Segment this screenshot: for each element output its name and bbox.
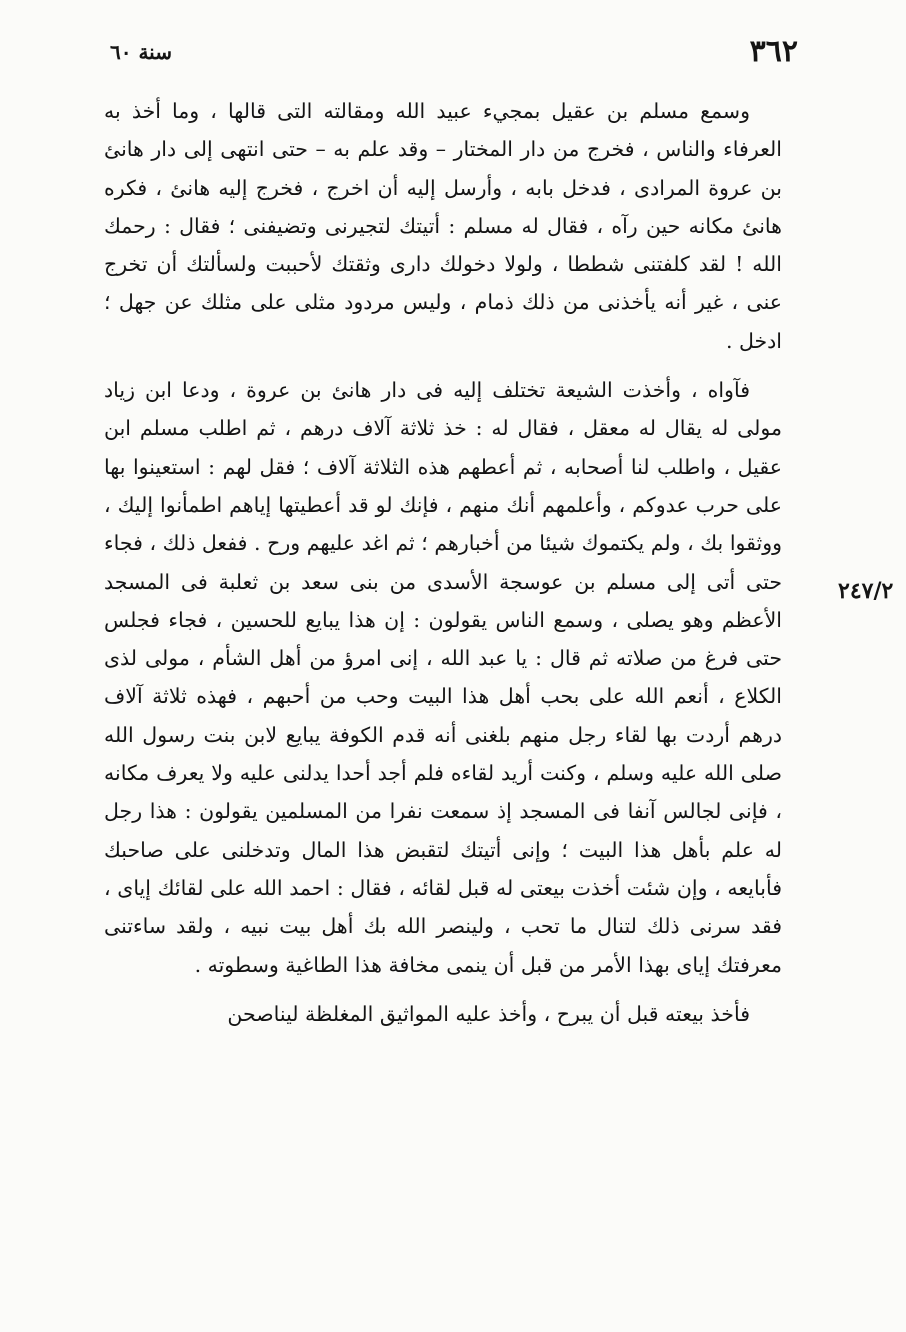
body-text [104, 92, 782, 1033]
running-head-year: سنة ٦٠ [110, 40, 172, 64]
paragraph: وسمع مسلم بن عقيل بمجيء عبيد الله ومقالته التى قالها ، وما أخذ به العرفاء والناس ، فخرج من دار المختار – وقد علم به – حتى انتهى إلى دار هانئ بن عروة المرادى ، فدخل بابه ، وأرسل إليه أن اخرج ، فخرج إليه هانئ ، فكره هانئ مكانه حين رآه ، فقال له مسلم : أتيتك لتجيرنى وتضيفنى ؛ فقال : رحمك الله ! لقد كلفتنى شططا ، ولولا دخولك دارى وثقتك لأحببت ولسألتك أن تخرج عنى ، غير أنه يأخذنى من ذلك ذمام ، وليس مردود مثلى على مثلك عن جهل ؛ ادخل . [104, 99, 782, 353]
paragraph: فأخذ بيعته قبل أن يبرح ، وأخذ عليه المواثيق المغلظة ليناصحن [227, 1001, 750, 1026]
margin-reference: ٢٤٧/٢ [838, 578, 894, 604]
page-number: ٣٦٢ [749, 34, 798, 69]
paragraph: فآواه ، وأخذت الشيعة تختلف إليه فى دار هانئ بن عروة ، ودعا ابن زياد مولى له يقال له معقل ، فقال له : خذ ثلاثة آلاف درهم ، ثم اطلب مسلم ابن عقيل ، واطلب لنا أصحابه ، ثم أعطهم هذه الثلاثة آلاف ؛ فقل لهم : استعينوا بها على حرب عدوكم ، وأعلمهم أنك منهم ، فإنك لو قد أعطيتها إياهم اطمأنوا إليك ، ووثقوا بك ، ولم يكتموك شيئا من أخبارهم ؛ ثم اغد عليهم ورح . ففعل ذلك ، فجاء حتى أتى إلى مسلم بن عوسجة الأسدى من بنى سعد بن ثعلبة فى المسجد الأعظم وهو يصلى ، وسمع الناس يقولون : إن هذا يبايع للحسين ، فجاء فجلس حتى فرغ من صلاته ثم قال : يا عبد الله ، إنى امرؤ من أهل الشأم ، مولى لذى الكلاع ، أنعم الله على بحب أهل هذا البيت وحب من أحبهم ، فهذه ثلاثة آلاف درهم أردت بها لقاء رجل منهم بلغنى أنه قدم الكوفة يبايع لابن بنت رسول الله صلى الله عليه وسلم ، وكنت أريد لقاءه فلم أجد أحدا يدلنى عليه ولا يعرف مكانه ، فإنى لجالس آنفا فى المسجد إذ سمعت نفرا من المسلمين يقولون : هذا رجل له علم بأهل هذا البيت ؛ وإنى أتيتك لتقبض هذا المال وتدخلنى على صاحبك فأبايعه ، وإن شئت أخذت بيعتى له قبل لقائه ، فقال : احمد الله على لقائك إياى ، فقد سرنى ذلك لتنال ما تحب ، ولينصر الله بك أهل بيت نبيه ، ولقد ساءتنى معرفتك إياى بهذا الأمر من قبل أن ينمى مخافة هذا الطاغية وسطوته . [104, 378, 782, 977]
